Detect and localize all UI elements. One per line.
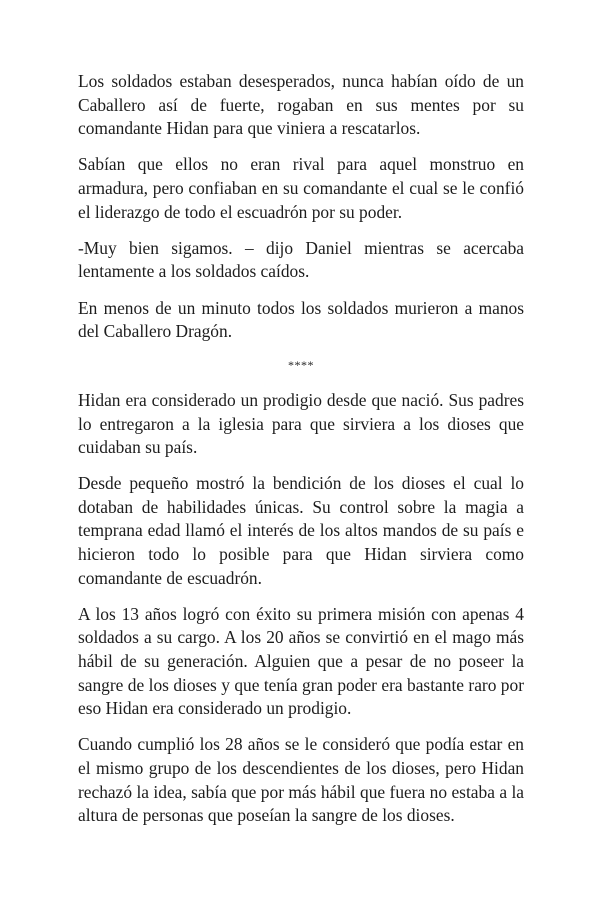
paragraph: En menos de un minuto todos los soldados murieron a manos del Caballero Dragón. <box>78 297 524 342</box>
paragraph: Sabían que ellos no eran rival para aquel monstruo en armadura, pero confiaban en su comandante el cual se le confió el liderazgo de todo el escuadrón por su poder. <box>78 154 524 222</box>
paragraph: Cuando cumplió los 28 años se le consideró que podía estar en el mismo grupo de los descendientes de los dioses, pero Hidan rechazó la idea, sabía que por más hábil que fuera no estaba a la altura de personas que poseían la sangre de los dioses. <box>78 734 524 826</box>
book-page <box>78 70 524 828</box>
scene-separator: **** <box>288 358 314 373</box>
paragraph: Los soldados estaban desesperados, nunca habían oído de un Caballero así de fuerte, rogaban en sus mentes por su comandante Hidan para que viniera a rescatarlos. <box>78 71 524 139</box>
paragraph: Hidan era considerado un prodigio desde que nació. Sus padres lo entregaron a la iglesia para que sirviera a los dioses que cuidaban su país. <box>78 389 524 458</box>
paragraph: -Muy bien sigamos. – dijo Daniel mientras se acercaba lentamente a los soldados caídos. <box>78 237 524 282</box>
paragraph: Desde pequeño mostró la bendición de los dioses el cual lo dotaban de habilidades únicas. Su control sobre la magia a temprana edad llamó el interés de los altos mandos de su país e hicieron todo lo posible para que Hidan sirviera como comandante de escuadrón. <box>78 473 524 588</box>
paragraph: A los 13 años logró con éxito su primera misión con apenas 4 soldados a su cargo. A los 20 años se convirtió en el mago más hábil de su generación. Alguien que a pesar de no poseer la sangre de los dioses y que tenía gran poder era bastante raro por eso Hidan era considerado un prodigio. <box>78 603 524 719</box>
